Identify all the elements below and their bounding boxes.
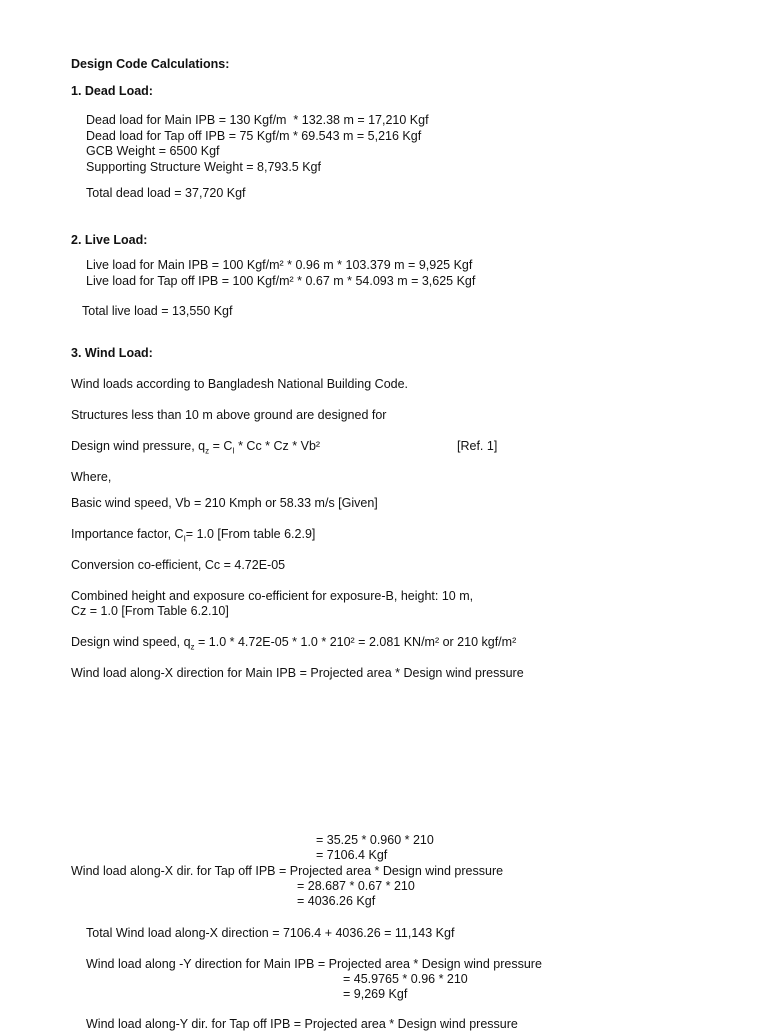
live-load-line: Live load for Main IPB = 100 Kgf/m² * 0.96 m * 103.379 m = 9,925 Kgf xyxy=(86,258,473,272)
calc-line: = 45.9765 * 0.96 * 210 xyxy=(343,972,468,986)
calc-line: = 4036.26 Kgf xyxy=(297,894,376,908)
combined-coefficient-line: Combined height and exposure co-efficient for exposure-B, height: 10 m, xyxy=(71,589,474,603)
dead-load-heading: 1. Dead Load: xyxy=(71,84,153,98)
design-wind-speed: Design wind speed, $q_z = 1.0 * 4.72E-05 * 1.0 * 210^2 = 2.081$ KN/m² or 210 kgf/m² xyxy=(71,635,517,652)
live-load-line: Live load for Tap off IPB = 100 Kgf/m² * 0.67 m * 54.093 m = 3,625 Kgf xyxy=(86,274,476,288)
combined-coefficient-line: Cz = 1.0 [From Table 6.2.10] xyxy=(71,604,229,618)
live-load-total: Total live load = 13,550 Kgf xyxy=(82,304,233,318)
basic-wind-speed: Basic wind speed, Vb = 210 Kmph or 58.33 m/s [Given] xyxy=(71,496,378,510)
conversion-coefficient: Conversion co-efficient, Cc = 4.72E-05 xyxy=(71,558,286,572)
reference-label: [Ref. 1] xyxy=(457,439,498,453)
live-load-heading: 2. Live Load: xyxy=(71,233,148,247)
calc-line: = 35.25 * 0.960 * 210 xyxy=(316,833,434,847)
dead-load-line: GCB Weight = 6500 Kgf xyxy=(86,144,220,158)
importance-factor: Importance factor, $C_I= 1.0$ [From table 6.2.9] xyxy=(71,527,316,544)
wind-structures: Structures less than 10 m above ground are designed for xyxy=(71,408,387,422)
wind-load-y-main: Wind load along -Y direction for Main IPB = Projected area * Design wind pressure xyxy=(86,957,542,971)
wind-load-heading: 3. Wind Load: xyxy=(71,346,153,360)
wind-load-x-tap: Wind load along-X dir. for Tap off IPB = Projected area * Design wind pressure xyxy=(71,864,504,878)
design-wind-pressure-formula: Design wind pressure, $q_z = C_I * Cc * Cz * Vb^2$ xyxy=(71,439,321,456)
dead-load-line: Dead load for Main IPB = 130 Kgf/m * 132.38 m = 17,210 Kgf xyxy=(86,113,429,127)
calc-line: = 7106.4 Kgf xyxy=(316,848,388,862)
where-label: Where, xyxy=(71,470,112,484)
dead-load-total: Total dead load = 37,720 Kgf xyxy=(86,186,246,200)
dead-load-line: Supporting Structure Weight = 8,793.5 Kgf xyxy=(86,160,321,174)
wind-load-x-main: Wind load along-X direction for Main IPB = Projected area * Design wind pressure xyxy=(71,666,524,680)
calc-line: = 9,269 Kgf xyxy=(343,987,408,1001)
total-wind-load-x: Total Wind load along-X direction = 7106.4 + 4036.26 = 11,143 Kgf xyxy=(86,926,455,940)
dead-load-line: Dead load for Tap off IPB = 75 Kgf/m * 69.543 m = 5,216 Kgf xyxy=(86,129,422,143)
wind-load-y-tap: Wind load along-Y dir. for Tap off IPB = Projected area * Design wind pressure xyxy=(86,1017,518,1031)
calc-line: = 28.687 * 0.67 * 210 xyxy=(297,879,415,893)
wind-intro: Wind loads according to Bangladesh National Building Code. xyxy=(71,377,409,391)
document-title: Design Code Calculations: xyxy=(71,57,230,71)
